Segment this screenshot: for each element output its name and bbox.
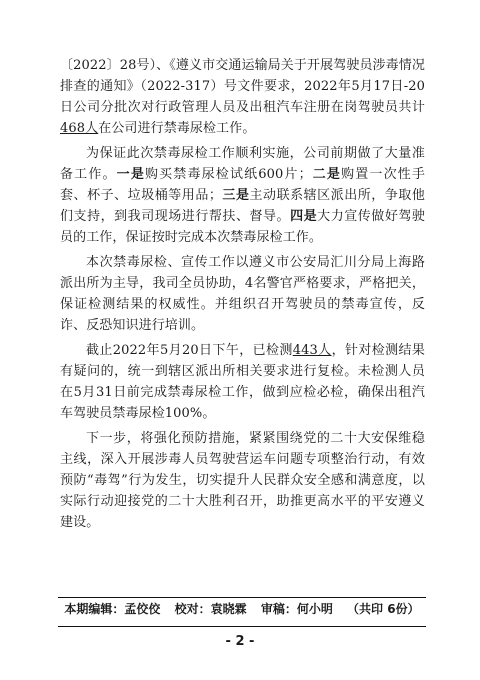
page-number: - 2 - [225, 634, 255, 649]
point-four-text: 大力宣传做好驾驶员的工作，保证按时完成本次禁毒尿检工作。 [60, 209, 425, 245]
footer-bottom-rule [58, 626, 426, 627]
paragraph-1-text-b: 在公司进行禁毒尿检工作。 [98, 121, 256, 136]
point-two-text: 购置一次性手套、杯子、垃圾桶等用品； [60, 167, 425, 203]
paragraph-5: 下一步，将强化预防措施，紧紧围绕党的二十大安保维稳主线，深入开展涉毒人员驾驶营运车问题专项整治行动，有效预防“毒驾”行为发生，切实提升人民群众安全感和满意度，以实际行动迎接党的二十大胜利召开，助推更高水平的平安遵义建设。 [60, 431, 425, 530]
paragraph-3: 本次禁毒尿检、宣传工作以遵义市公安局汇川分局上海路派出所为主导，我司全员协助，4名警官严格要求，严格把关，保证检测结果的权威性。并组织召开驾驶员的禁毒宣传，反诈、反恐知识进行培训。 [60, 255, 425, 333]
inspected-count-443: 443人 [292, 343, 332, 358]
footer-reviewer: 审稿：何小明 [260, 602, 333, 616]
point-three-label: 三是 [221, 188, 250, 203]
point-one-text: 购买禁毒尿检试纸600片； [144, 167, 312, 182]
paragraph-2 [60, 143, 425, 248]
footer-copies: （共印 6份） [347, 602, 420, 616]
footer-editor: 本期编辑：孟佼佼 [64, 602, 161, 616]
paragraph-4 [60, 340, 425, 424]
paragraph-1-text-a: 〔2022〕28号）、《遵义市交通运输局关于开展驾驶员涉毒情况排查的通知》（2022-317）号文件要求，2022年5月17日-20日公司分批次对行政管理人员及出租汽车注册在岗驾驶员共计 [60, 58, 425, 115]
paragraph-4-text-b: ，针对检测结果有疑问的，统一到辖区派出所相关要求进行复检。未检测人员在5月31日前完成禁毒尿检工作，做到应检必检，确保出租汽车驾驶员禁毒尿检100%。 [60, 343, 426, 421]
point-one-label: 一是 [116, 167, 145, 182]
paragraph-4-text-a: 截止2022年5月20日下午，已检测 [86, 343, 293, 358]
paragraph-2-intro: 为保证此次禁毒尿检工作顺利实施，公司前期做了大量准备工作。 [60, 146, 425, 182]
point-four-label: 四是 [290, 209, 318, 224]
point-two-label: 二是 [311, 167, 342, 182]
footer-top-rule [58, 597, 426, 598]
inspected-count-468: 468人 [60, 121, 99, 136]
point-three-text: 主动联系辖区派出所，争取他们支持，到我司现场进行帮扶、督导。 [60, 188, 426, 224]
body-text [60, 55, 425, 537]
paragraph-1 [60, 55, 425, 139]
editorial-footer [58, 600, 426, 617]
footer-proofreader: 校对：袁晓霖 [174, 602, 247, 616]
